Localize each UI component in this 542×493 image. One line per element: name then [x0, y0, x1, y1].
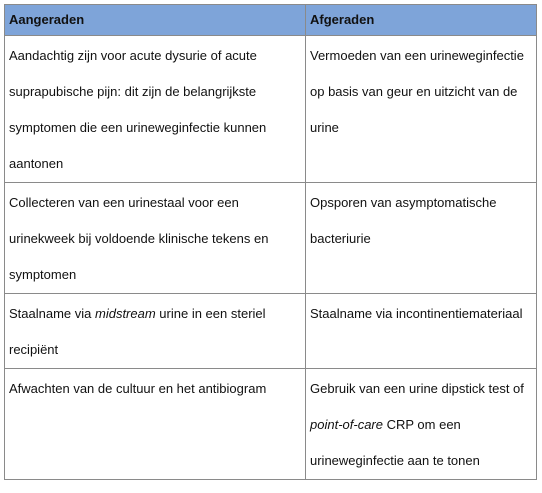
discouraged-cell — [306, 369, 537, 480]
header-discouraged: Afgeraden — [306, 5, 537, 36]
table-row — [5, 294, 537, 369]
discouraged-cell: Staalname via incontinentiemateriaal — [306, 294, 537, 369]
header-recommended: Aangeraden — [5, 5, 306, 36]
recommended-cell: Aandachtig zijn voor acute dysurie of acute suprapubische pijn: dit zijn de belangrijkste symptomen die een urineweginfectie kunnen aantonen — [5, 36, 306, 183]
discouraged-cell: Opsporen van asymptomatische bacteriurie — [306, 183, 537, 294]
recommended-cell: Collecteren van een urinestaal voor een urinekweek bij voldoende klinische tekens en symptomen — [5, 183, 306, 294]
cell-text: Gebruik van een urine dipstick test of — [310, 381, 524, 396]
table-header-row — [5, 5, 537, 36]
cell-emphasis: midstream — [95, 306, 156, 321]
discouraged-cell: Vermoeden van een urineweginfectie op basis van geur en uitzicht van de urine — [306, 36, 537, 183]
cell-text: urine in een steriel recipiënt — [9, 306, 266, 357]
cell-text: Staalname via — [9, 306, 95, 321]
cell-text: CRP om een urineweginfectie aan te tonen — [310, 417, 480, 468]
table-row — [5, 369, 537, 480]
recommendations-table — [4, 4, 537, 480]
cell-emphasis: point-of-care — [310, 417, 383, 432]
recommended-cell — [5, 294, 306, 369]
table-row — [5, 36, 537, 183]
recommended-cell: Afwachten van de cultuur en het antibiogram — [5, 369, 306, 480]
table-row — [5, 183, 537, 294]
